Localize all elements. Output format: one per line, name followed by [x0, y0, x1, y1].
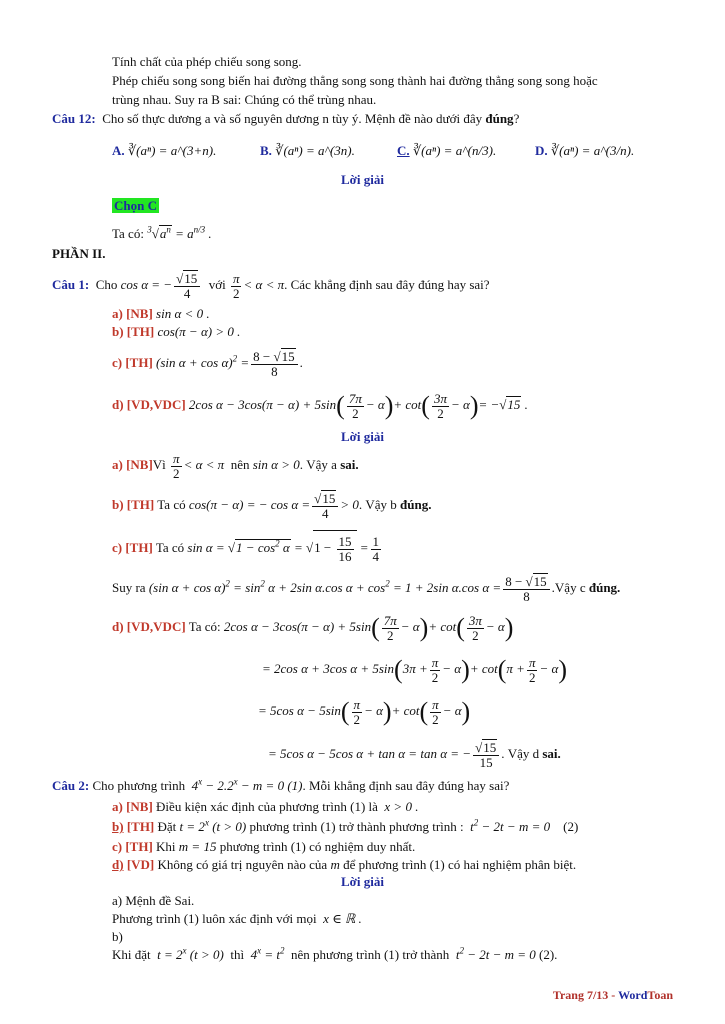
- q2-s4a: Khi đặt: [112, 947, 151, 962]
- q2-a-tag: a) [NB]: [112, 799, 153, 814]
- footer-brand-word: Word: [618, 988, 648, 1002]
- q12-answer: [112, 226, 212, 242]
- q2-s4d: (2).: [539, 947, 558, 962]
- q12-solution-title: Lời giải: [341, 172, 384, 187]
- q2-statement-b: b) [TH] Đặt $t = 2^x$ (t > 0) phương trình (1) trở thành phương trình : $t^2 - 2t - m = 0$ (2): [112, 817, 579, 834]
- q2-c-text1: Khi: [156, 839, 176, 854]
- q1-sc-tag: c) [TH]: [112, 540, 153, 555]
- option-b-letter: B.: [260, 143, 272, 158]
- option-d-letter: D.: [535, 143, 548, 158]
- q1-sa-text: Vì: [152, 457, 166, 472]
- q1-statement-a: a) [NB] sin α < 0 .: [112, 306, 210, 321]
- option-b: [260, 143, 355, 159]
- q2-b-text1: Đặt: [157, 819, 177, 834]
- option-c-formula: ∛(aⁿ) = a^(n/3).: [412, 143, 497, 158]
- q1-sc2-verdict: đúng.: [588, 580, 621, 595]
- q2-b-tag-rest: [TH]: [126, 819, 155, 834]
- q2-s4c: nên phương trình (1) trở thành: [290, 947, 450, 962]
- q1-statement-b: b) [TH] cos(π − α) > 0 .: [112, 324, 241, 339]
- q2-solution-line-2: Phương trình (1) luôn xác định với mọi x ∈ ℝ .: [112, 911, 362, 926]
- q2-d-text: Không có giá trị nguyên nào của: [157, 857, 328, 872]
- question-1-text-c: . Các khẳng định sau đây đúng hay sai?: [284, 277, 490, 292]
- q1-sd-end: . Vậy d: [501, 746, 540, 761]
- intro-line-2: Phép chiếu song song biến hai đường thẳng song song thành hai đường thẳng song song hoặc: [112, 73, 598, 88]
- question-12-emph: đúng: [485, 111, 514, 126]
- q2-c-text2: phương trình (1) có nghiệm duy nhất.: [219, 839, 416, 854]
- q12-answer-prefix: Ta có:: [112, 226, 144, 241]
- option-d-formula: ∛(aⁿ) = a^(3/n).: [550, 143, 635, 158]
- question-12-label: Câu 12:: [52, 111, 96, 126]
- q12-answer-formula: $^3√a^n = a^{n/3}$ .: [147, 224, 212, 241]
- question-1-text-a: Cho: [95, 277, 118, 292]
- q2-b-tag-letter: b): [112, 819, 124, 834]
- option-d: [535, 143, 634, 159]
- q1-sa-end: . Vậy a: [299, 457, 337, 472]
- q1-b-tag: b) [TH]: [112, 324, 155, 339]
- q1-sd-verdict: sai.: [542, 746, 561, 761]
- q2-solution-line-1: a) Mệnh đề Sai.: [112, 893, 195, 908]
- q1-solution-d: d) [VD,VDC] Ta có: 2cos α − 3cos(π − α) + 5sin( $\frac{7\pi}{2}$ − α)+ cot( $\frac{3\pi}{2}$ − α): [112, 612, 514, 643]
- question-2-label: Câu 2:: [52, 778, 90, 793]
- question-2-text-end: . Mỗi khẳng định sau đây đúng hay sai?: [302, 778, 510, 793]
- option-c: [397, 143, 496, 159]
- intro-line-3: trùng nhau. Suy ra B sai: Chúng có thể trùng nhau.: [112, 92, 377, 107]
- q1-solution-c: c) [TH] Ta có $\sin \alpha = √1 - \cos^2 \alpha = √1$ − $\frac{15}{16}$ = $\frac{1}{4}$: [112, 530, 383, 564]
- q1-statement-d: d) [VD,VDC] 2cos α − 3cos(π − α) + 5sin( $\frac{7\pi}{2}$ − α)+ cot( $\frac{3\pi}{2}$ − α)= −√15 .: [112, 390, 528, 421]
- question-2: Câu 2: Cho phương trình $4^x - 2.2^x - m = 0$ (1). Mỗi khẳng định sau đây đúng hay sai?: [52, 776, 510, 793]
- question-12-end: ?: [513, 111, 520, 126]
- footer-brand-toan: Toan: [647, 988, 673, 1002]
- q1-sb-text: Ta có: [157, 497, 186, 512]
- q2-statement-c: c) [TH] Khi m = 15 phương trình (1) có nghiệm duy nhất.: [112, 839, 416, 854]
- q1-solution-d-step1: = 2cos α + 3cos α + 5sin(3π + $\frac{\pi}{2}$ − α)+ cot(π + $\frac{\pi}{2}$ − α): [262, 654, 567, 685]
- question-2-text: Cho phương trình: [92, 778, 186, 793]
- q2-solution-line-3: b): [112, 929, 123, 944]
- q1-sc2-prefix: Suy ra: [112, 580, 146, 595]
- q1-sb-verdict: đúng.: [400, 497, 432, 512]
- q1-sa-tag: a) [NB]: [112, 457, 153, 472]
- q2-s4b: thì: [230, 947, 245, 962]
- q2-d-text2: để phương trình (1) có hai nghiệm phân biệt.: [343, 857, 577, 872]
- q2-c-tag: c) [TH]: [112, 839, 153, 854]
- part-2-heading: PHẦN II.: [52, 246, 106, 261]
- q1-sc2-end: .Vậy c: [551, 580, 586, 595]
- q1-d-tag: d) [VD,VDC]: [112, 397, 186, 412]
- q1-sa-mid: nên: [230, 457, 250, 472]
- option-c-letter: C.: [397, 143, 410, 158]
- q1-a-tag: a) [NB]: [112, 306, 153, 321]
- question-12-text: Cho số thực dương a và số nguyên dương n tùy ý. Mệnh đề nào dưới đây: [102, 111, 483, 126]
- q2-solution-line-4: Khi đặt $t = 2^x$ (t > 0) thì $4^x = t^2$ nên phương trình (1) trở thành $t^2 - 2t - m = 0$ (2).: [112, 945, 558, 962]
- q1-solution-c2: Suy ra (sin $\alpha + \cos \alpha)^2 = \sin^2 \alpha + 2\sin$ α.cos $\alpha + \cos^2 = 1 + 2\sin$ α.cos α = $\frac{8 - √15}{8}$ .Vậy c đúng.: [112, 573, 621, 604]
- option-a-formula: ∛(aⁿ) = a^(3+n).: [127, 143, 217, 158]
- q1-statement-c: c) [TH] (sin α + cos α)$^2$ = $\frac{8 - √15}{8}$ .: [112, 348, 303, 379]
- q2-d-tag-letter: d): [112, 857, 124, 872]
- q2-statement-a: a) [NB] Điều kiện xác định của phương trình (1) là x > 0 .: [112, 799, 419, 814]
- option-a-letter: A.: [112, 143, 125, 158]
- q12-choose-badge: Chọn C: [114, 198, 157, 213]
- q12-choose: [112, 198, 159, 214]
- q1-sb-tag: b) [TH]: [112, 497, 155, 512]
- page-footer: [553, 988, 673, 1003]
- q1-solution-title: Lời giải: [341, 429, 384, 444]
- footer-page: Trang 7/13 -: [552, 988, 616, 1002]
- question-1-text-b: với: [208, 277, 226, 292]
- q1-sa-verdict: sai.: [340, 457, 359, 472]
- q1-c-tag: c) [TH]: [112, 355, 153, 370]
- q1-solution-a: a) [NB]Vì $\frac{\pi}{2}$ < α < π nên sin α > 0. Vậy a sai.: [112, 450, 359, 481]
- option-b-formula: ∛(aⁿ) = a^(3n).: [275, 143, 355, 158]
- q2-a-text: Điều kiện xác định của phương trình (1) là: [156, 799, 378, 814]
- question-1: Câu 1: Cho cos α = − $\frac{√15}{4}$ với $\frac{\pi}{2}$ < α < π. Các khẳng định sau đây đúng hay sai?: [52, 270, 490, 301]
- q1-solution-d-step2: = 5cos α − 5sin( $\frac{\pi}{2}$ − α)+ cot( $\frac{\pi}{2}$ − α): [258, 696, 471, 727]
- q2-solution-title: Lời giải: [341, 874, 384, 889]
- q1-sd-tag: d) [VD,VDC]: [112, 619, 186, 634]
- q2-statement-d: d) [VD] Không có giá trị nguyên nào của m để phương trình (1) có hai nghiệm phân biệt.: [112, 857, 577, 872]
- intro-line-1: Tính chất của phép chiếu song song.: [112, 54, 302, 69]
- q2-s2-text: Phương trình (1) luôn xác định với mọi: [112, 911, 317, 926]
- question-12: [52, 111, 519, 127]
- q2-d-tag-rest: [VD]: [126, 857, 155, 872]
- q2-b-num: (2): [563, 819, 579, 834]
- q2-b-text2: phương trình (1) trở thành phương trình :: [249, 819, 464, 834]
- q1-sd-text: Ta có:: [188, 619, 221, 634]
- q1-sb-end: . Vậy b: [358, 497, 397, 512]
- q1-solution-b: b) [TH] Ta có cos(π − α) = − cos α = $\frac{√15}{4}$ > 0. Vậy b đúng.: [112, 490, 432, 521]
- q1-solution-d-step3: = 5cos α − 5cos α + tan α = tan α = − $\frac{√15}{15}$ . Vậy d sai.: [268, 739, 561, 770]
- question-1-label: Câu 1:: [52, 277, 90, 292]
- q1-sc-text: Ta có: [155, 540, 185, 555]
- option-a: [112, 143, 216, 159]
